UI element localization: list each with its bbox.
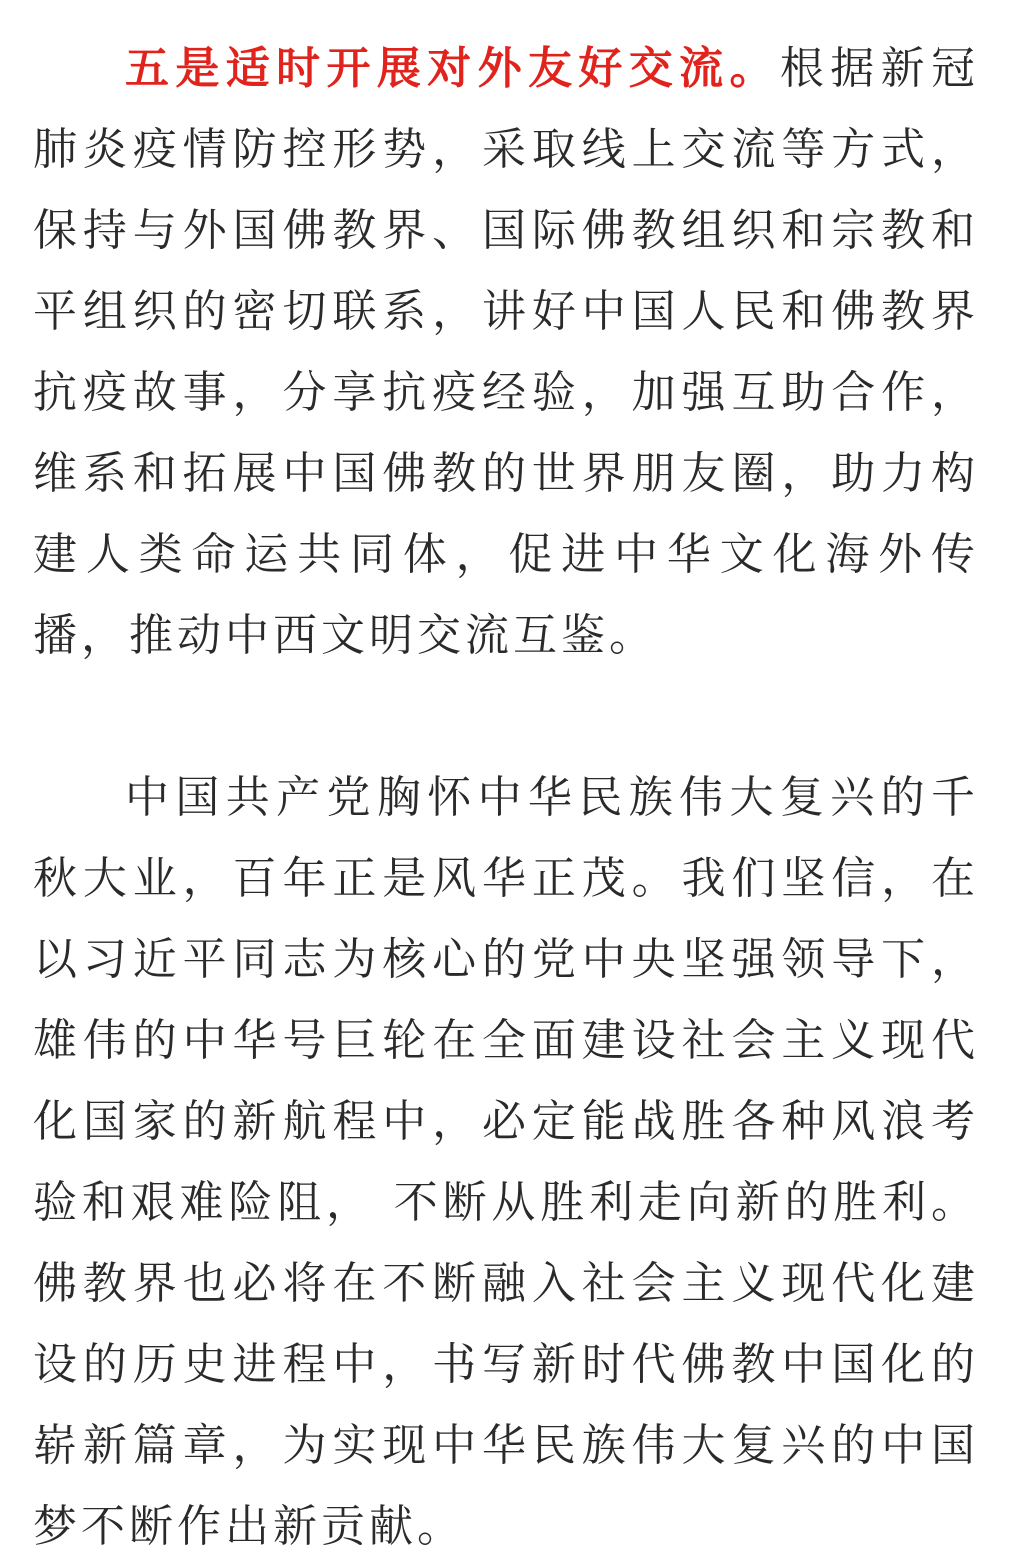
paragraph-conclusion [33,757,979,1567]
article-body [33,28,979,1567]
paragraph-lead-heading: 五是适时开展对外友好交流。 [125,43,780,94]
paragraph-external-exchange [33,28,979,676]
paragraph-text: 中国共产党胸怀中华民族伟大复兴的千秋大业，百年正是风华正茂。我们坚信，在以习近平同志为核心的党中央坚强领导下，雄伟的中华号巨轮在全面建设社会主义现代化国家的新航程中，必定能战胜各种风浪考验和艰难险阻， 不断从胜利走向新的胜利。佛教界也必将在不断融入社会主义现代化建设的历史进程中，书写新时代佛教中国化的崭新篇章，为实现中华民族伟大复兴的中国梦不断作出新贡献。 [33,772,979,1552]
paragraph-text: 根据新冠肺炎疫情防控形势，采取线上交流等方式，保持与外国佛教界、国际佛教组织和宗教和平组织的密切联系，讲好中国人民和佛教界抗疫故事，分享抗疫经验，加强互助合作，维系和拓展中国佛教的世界朋友圈，助力构建人类命运共同体，促进中华文化海外传播，推动中西文明交流互鉴。 [33,43,979,661]
